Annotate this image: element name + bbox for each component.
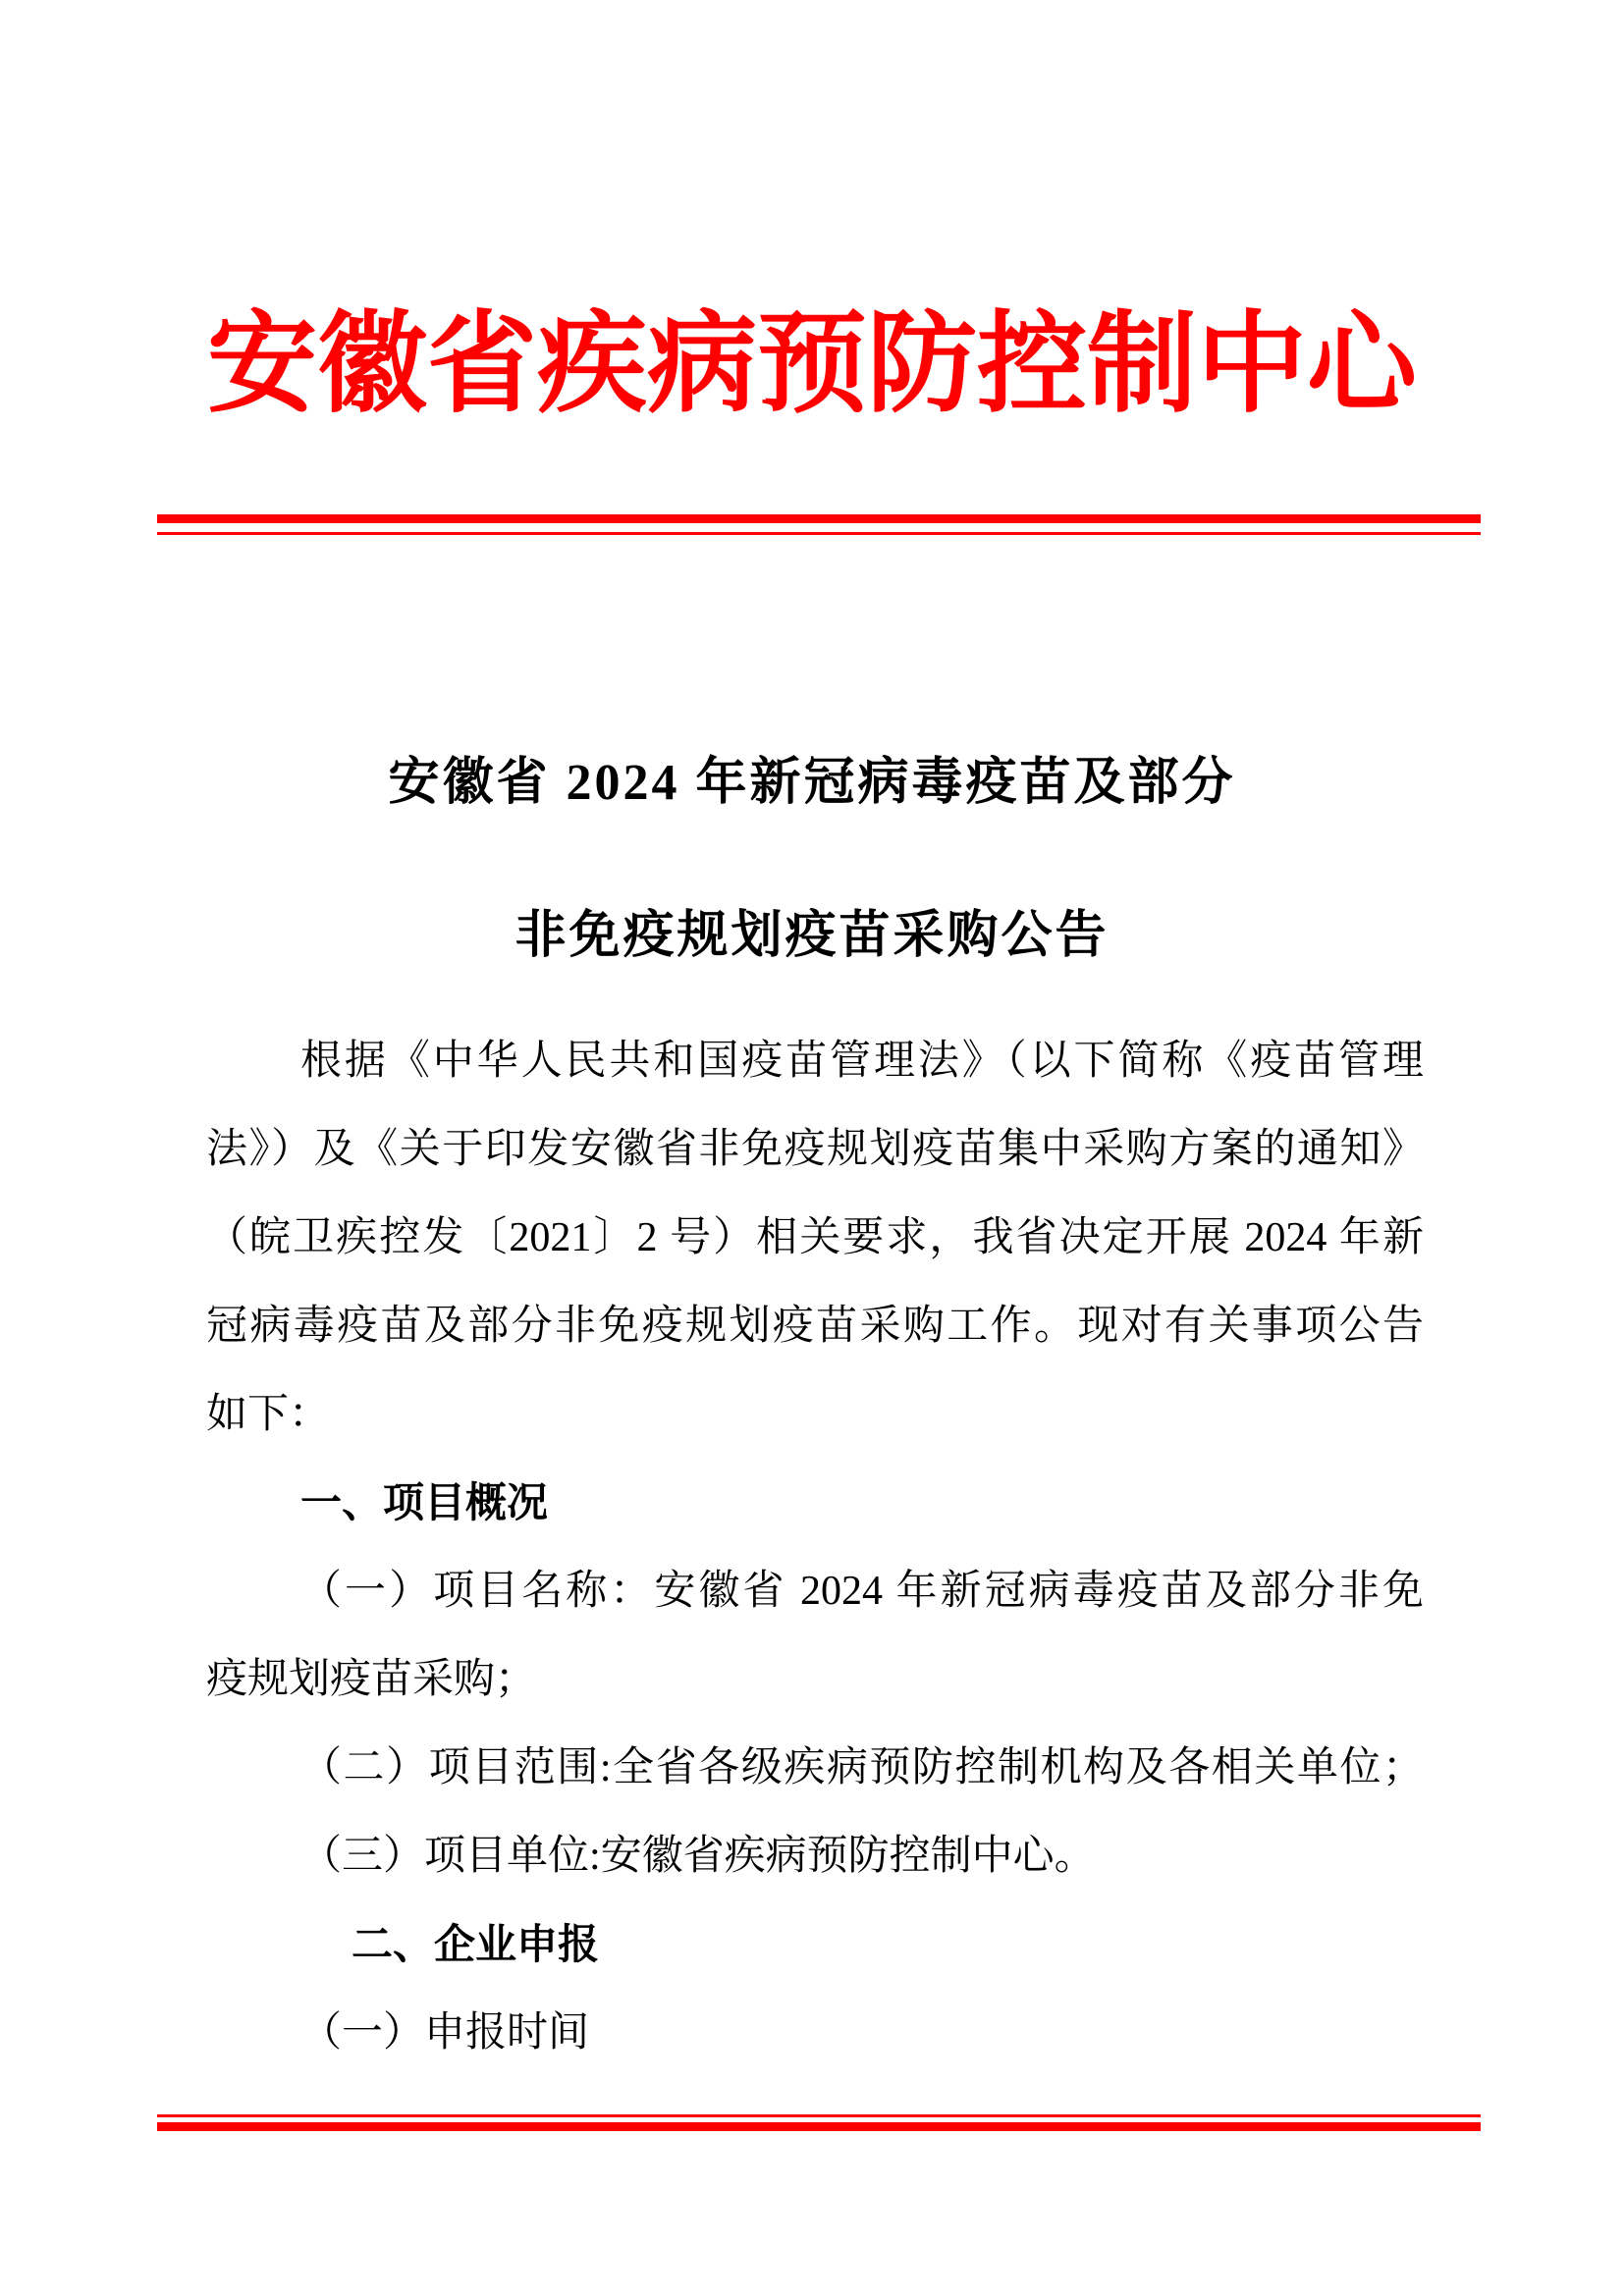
- body-line: （一）申报时间: [300, 2010, 590, 2056]
- document-body: [206, 1017, 1424, 2077]
- footer-rule-thin: [157, 2114, 1481, 2117]
- body-line: 根据《中华人民共和国疫苗管理法》（以下简称《疫苗管理: [300, 1039, 1424, 1084]
- document-title: [0, 707, 1624, 1013]
- body-line: 法》）及《关于印发安徽省非免疫规划疫苗集中采购方案的通知》: [206, 1127, 1424, 1172]
- body-line: 疫规划疫苗采购；: [206, 1657, 537, 1702]
- body-line: （二）项目范围:全省各级疾病预防控制机构及各相关单位；: [300, 1745, 1424, 1790]
- body-line: 冠病毒疫苗及部分非免疫规划疫苗采购工作。现对有关事项公告: [206, 1304, 1424, 1349]
- letterhead-rule-thick: [157, 514, 1481, 523]
- document-title-line-2: 非免疫规划疫苗采购公告: [514, 908, 1110, 964]
- footer-rule-thick: [157, 2122, 1481, 2131]
- section-heading: 二、企业申报: [352, 1921, 600, 1967]
- body-line: （一）项目名称：安徽省 2024 年新冠病毒疫苗及部分非免: [300, 1569, 1424, 1614]
- letterhead-rule-thin: [157, 532, 1481, 535]
- section-heading: 一、项目概况: [300, 1479, 549, 1525]
- letterhead-org-name: 安徽省疾病预防控制中心: [207, 304, 1417, 426]
- body-line: （皖卫疾控发〔2021〕2 号）相关要求，我省决定开展 2024 年新: [206, 1215, 1424, 1260]
- body-line: 如下：: [206, 1392, 331, 1437]
- document-title-line-1: 安徽省 2024 年新冠病毒疫苗及部分: [388, 755, 1236, 811]
- body-line: （三）项目单位:安徽省疾病预防控制中心。: [300, 1834, 1096, 1879]
